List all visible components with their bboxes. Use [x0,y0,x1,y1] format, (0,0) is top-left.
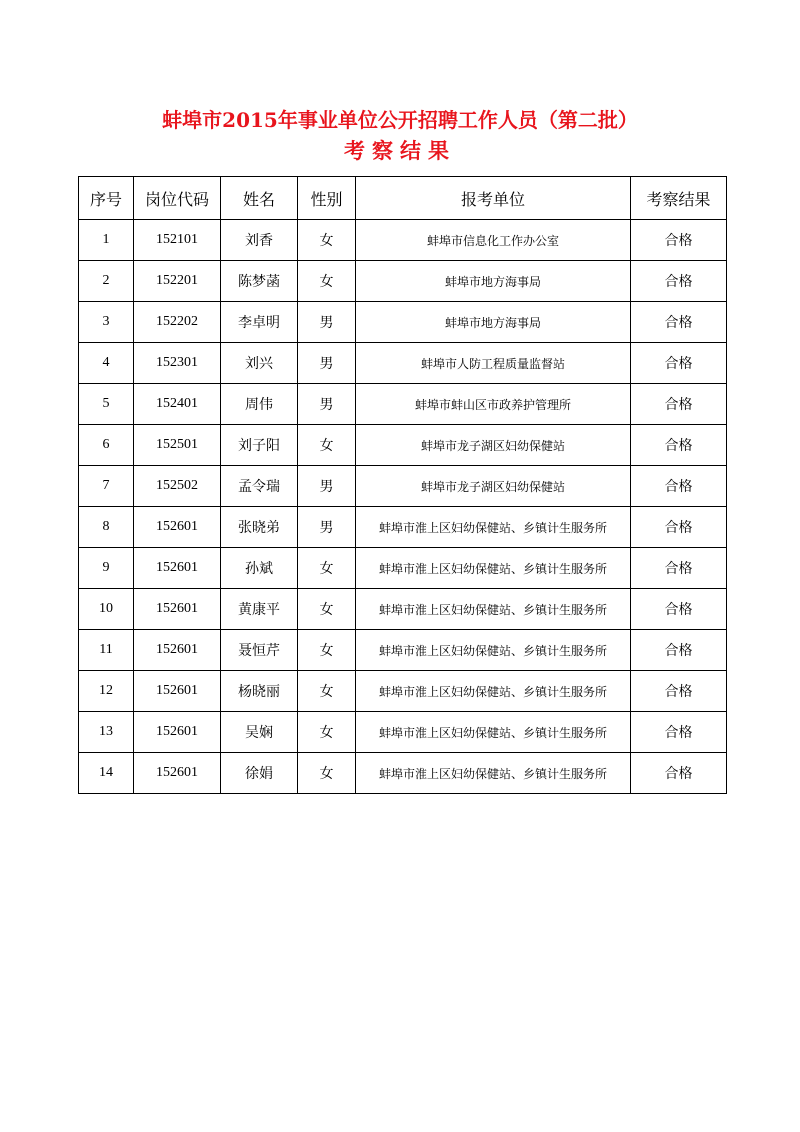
cell-result: 合格 [631,589,727,630]
cell-no: 7 [79,466,134,507]
cell-code: 152601 [134,712,221,753]
table-body [79,220,727,794]
cell-gender: 女 [298,589,356,630]
header-result: 考察结果 [631,177,727,220]
cell-no: 5 [79,384,134,425]
cell-name: 徐娟 [221,753,298,794]
cell-code: 152501 [134,425,221,466]
cell-code: 152601 [134,507,221,548]
cell-unit: 蚌埠市龙子湖区妇幼保健站 [356,425,631,466]
table-row [79,343,727,384]
table-row [79,589,727,630]
cell-code: 152201 [134,261,221,302]
cell-no: 3 [79,302,134,343]
table-row [79,220,727,261]
cell-name: 吴娴 [221,712,298,753]
table-row [79,425,727,466]
cell-unit: 蚌埠市龙子湖区妇幼保健站 [356,466,631,507]
document-subtitle: 考察结果 [344,138,456,163]
cell-gender: 女 [298,671,356,712]
table-row [79,630,727,671]
cell-unit: 蚌埠市地方海事局 [356,302,631,343]
cell-no: 14 [79,753,134,794]
cell-no: 6 [79,425,134,466]
cell-gender: 女 [298,425,356,466]
table-row [79,712,727,753]
cell-result: 合格 [631,466,727,507]
table-row [79,671,727,712]
cell-no: 4 [79,343,134,384]
header-unit: 报考单位 [356,177,631,220]
table-row [79,384,727,425]
cell-result: 合格 [631,507,727,548]
cell-gender: 男 [298,343,356,384]
cell-unit: 蚌埠市地方海事局 [356,261,631,302]
cell-no: 1 [79,220,134,261]
cell-code: 152301 [134,343,221,384]
cell-result: 合格 [631,548,727,589]
cell-gender: 女 [298,712,356,753]
cell-code: 152601 [134,671,221,712]
table-header-row [79,177,727,220]
cell-no: 12 [79,671,134,712]
cell-result: 合格 [631,384,727,425]
header-gender: 性别 [298,177,356,220]
cell-name: 聂恒芹 [221,630,298,671]
cell-name: 刘香 [221,220,298,261]
cell-unit: 蚌埠市人防工程质量监督站 [356,343,631,384]
cell-name: 孙斌 [221,548,298,589]
cell-unit: 蚌埠市淮上区妇幼保健站、乡镇计生服务所 [356,630,631,671]
cell-code: 152601 [134,548,221,589]
cell-gender: 女 [298,261,356,302]
cell-gender: 男 [298,507,356,548]
cell-result: 合格 [631,302,727,343]
cell-code: 152601 [134,589,221,630]
cell-result: 合格 [631,261,727,302]
cell-result: 合格 [631,630,727,671]
cell-result: 合格 [631,753,727,794]
cell-name: 周伟 [221,384,298,425]
cell-name: 杨晓丽 [221,671,298,712]
cell-gender: 女 [298,753,356,794]
cell-gender: 女 [298,548,356,589]
cell-name: 张晓弟 [221,507,298,548]
cell-no: 9 [79,548,134,589]
table-row [79,507,727,548]
cell-unit: 蚌埠市淮上区妇幼保健站、乡镇计生服务所 [356,507,631,548]
cell-result: 合格 [631,220,727,261]
cell-unit: 蚌埠市淮上区妇幼保健站、乡镇计生服务所 [356,712,631,753]
table-row [79,753,727,794]
table-row [79,548,727,589]
cell-no: 11 [79,630,134,671]
cell-gender: 男 [298,466,356,507]
cell-no: 10 [79,589,134,630]
cell-result: 合格 [631,425,727,466]
cell-gender: 女 [298,630,356,671]
cell-code: 152401 [134,384,221,425]
cell-unit: 蚌埠市淮上区妇幼保健站、乡镇计生服务所 [356,589,631,630]
cell-result: 合格 [631,343,727,384]
cell-result: 合格 [631,671,727,712]
cell-gender: 男 [298,384,356,425]
cell-name: 刘子阳 [221,425,298,466]
cell-code: 152601 [134,753,221,794]
cell-name: 陈梦菡 [221,261,298,302]
cell-unit: 蚌埠市淮上区妇幼保健站、乡镇计生服务所 [356,671,631,712]
cell-name: 孟令瑞 [221,466,298,507]
cell-code: 152601 [134,630,221,671]
cell-gender: 女 [298,220,356,261]
header-code: 岗位代码 [134,177,221,220]
cell-unit: 蚌埠市信息化工作办公室 [356,220,631,261]
cell-no: 2 [79,261,134,302]
cell-result: 合格 [631,712,727,753]
cell-unit: 蚌埠市淮上区妇幼保健站、乡镇计生服务所 [356,753,631,794]
cell-name: 刘兴 [221,343,298,384]
document-title: 蚌埠市2015年事业单位公开招聘工作人员（第二批） [162,108,638,132]
header-no: 序号 [79,177,134,220]
header-name: 姓名 [221,177,298,220]
table-row [79,302,727,343]
cell-name: 黄康平 [221,589,298,630]
cell-no: 13 [79,712,134,753]
results-table [78,176,727,794]
cell-unit: 蚌埠市淮上区妇幼保健站、乡镇计生服务所 [356,548,631,589]
table-row [79,466,727,507]
table-row [79,261,727,302]
cell-unit: 蚌埠市蚌山区市政养护管理所 [356,384,631,425]
cell-no: 8 [79,507,134,548]
cell-code: 152202 [134,302,221,343]
cell-code: 152502 [134,466,221,507]
cell-code: 152101 [134,220,221,261]
cell-gender: 男 [298,302,356,343]
cell-name: 李卓明 [221,302,298,343]
